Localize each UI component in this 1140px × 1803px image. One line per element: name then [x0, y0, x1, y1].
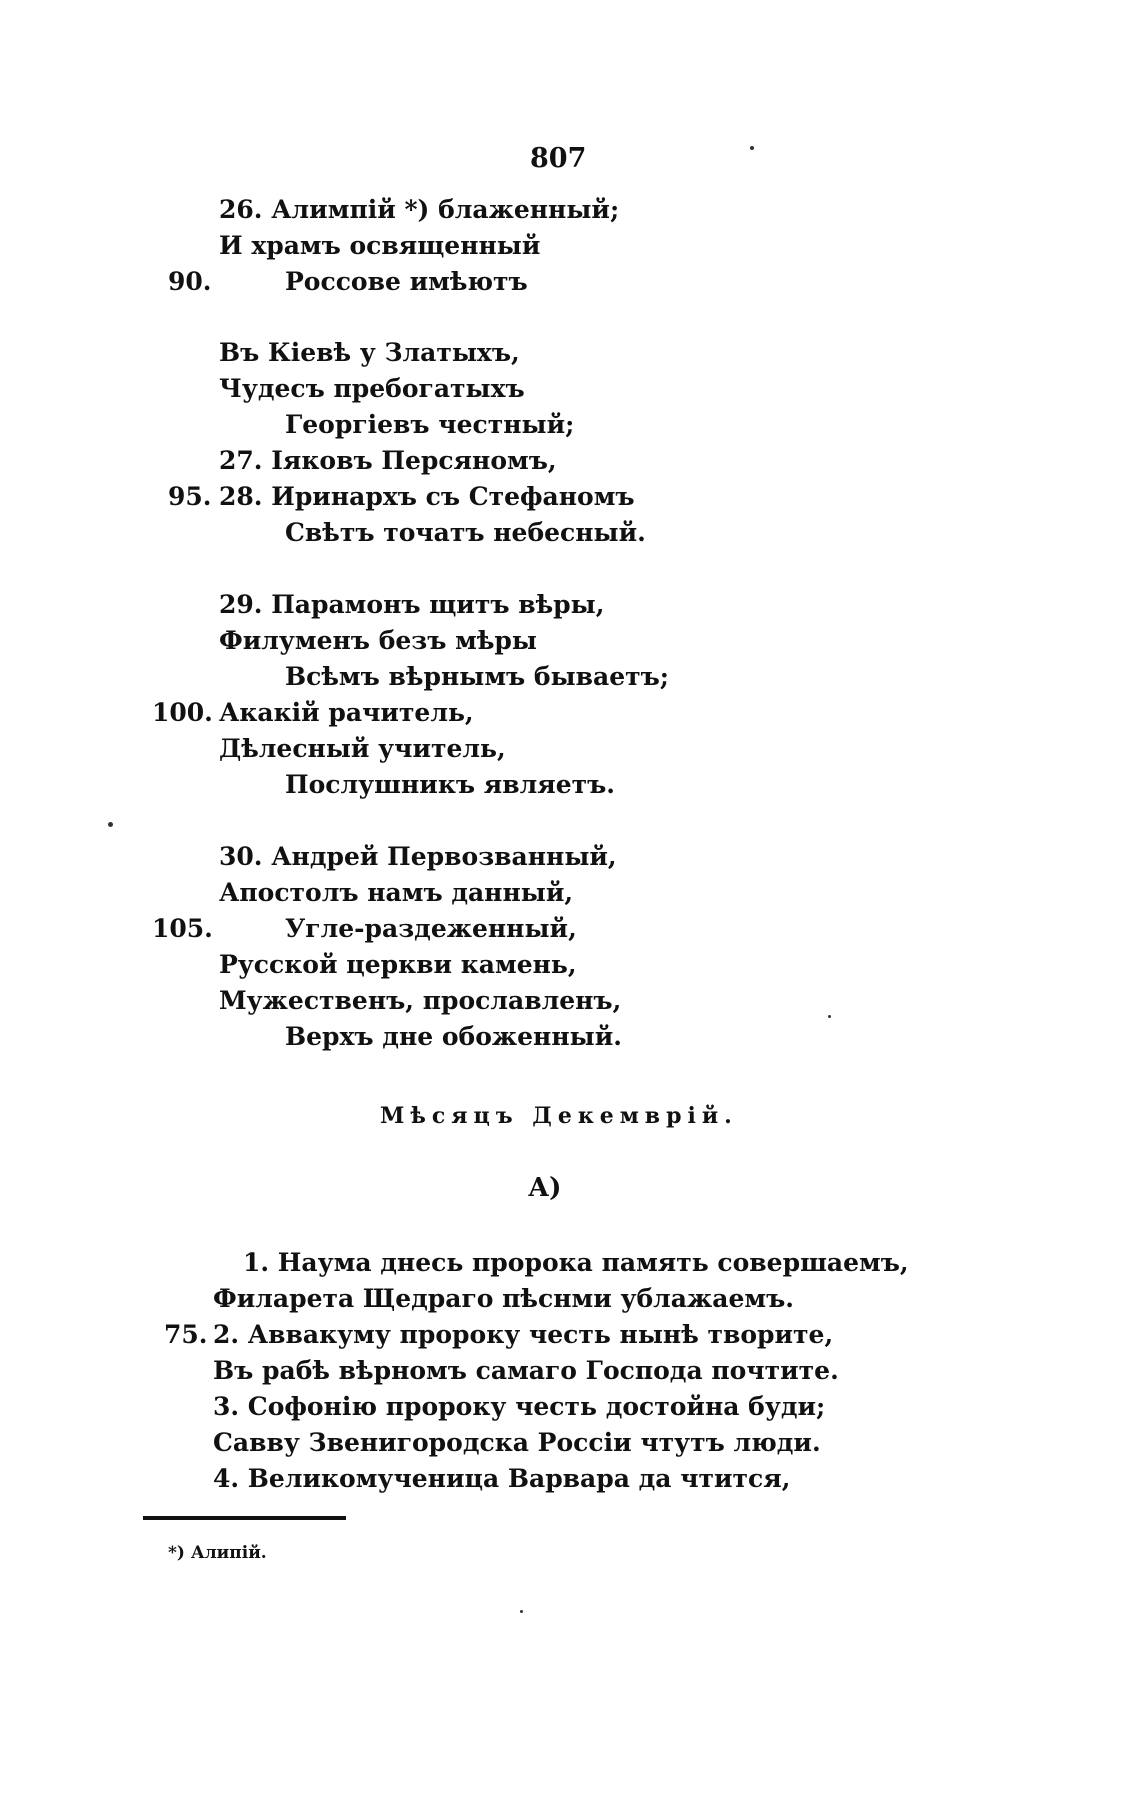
- footnote: *) Алипій.: [168, 1543, 267, 1563]
- scan-speck: [750, 146, 754, 150]
- verse-line: 1. Наума днесь пророка память совершаемъ,: [243, 1248, 909, 1277]
- verse-line: Савву Звенигородска Россіи чтутъ люди.: [213, 1428, 821, 1457]
- line-number: 95.: [168, 482, 212, 511]
- verse-line: 2. Аввакуму пророку честь нынѣ творите,: [213, 1320, 834, 1349]
- line-number: 100.: [152, 698, 213, 727]
- poem-line: Дѣлесный учитель,: [219, 734, 506, 763]
- subheading: А): [528, 1173, 562, 1203]
- scan-speck: [828, 1015, 831, 1018]
- poem-line: 26. Алимпій *) блаженный;: [219, 195, 620, 224]
- poem-line: Акакій рачитель,: [219, 698, 474, 727]
- poem-line: Россове имѣютъ: [285, 267, 528, 296]
- poem-line: И храмъ освященный: [219, 231, 541, 260]
- verse-line: Филарета Щедраго пѣснми ублажаемъ.: [213, 1284, 794, 1313]
- poem-line: 28. Иринархъ съ Стефаномъ: [219, 482, 635, 511]
- poem-line: Филуменъ безъ мѣры: [219, 626, 537, 655]
- poem-line: 29. Парамонъ щитъ вѣры,: [219, 590, 605, 619]
- poem-line: 30. Андрей Первозванный,: [219, 842, 617, 871]
- poem-line: 27. Іяковъ Персяномъ,: [219, 446, 557, 475]
- poem-line: Въ Кіевѣ у Златыхъ,: [219, 338, 520, 367]
- poem-line: Мужественъ, прославленъ,: [219, 986, 622, 1015]
- verse-line: 4. Великомученица Варвара да чтится,: [213, 1464, 791, 1493]
- poem-line: Послушникъ являетъ.: [285, 770, 615, 799]
- scan-speck: [108, 822, 113, 827]
- page-number: 807: [530, 143, 587, 174]
- verse-line: Въ рабѣ вѣрномъ самаго Господа почтите.: [213, 1356, 839, 1385]
- poem-line: Георгіевъ честный;: [285, 410, 575, 439]
- footnote-rule: [143, 1516, 346, 1520]
- poem-line: Свѣтъ точатъ небесный.: [285, 518, 646, 547]
- poem-line: Апостолъ намъ данный,: [219, 878, 574, 907]
- poem-line: Верхъ дне обоженный.: [285, 1022, 622, 1051]
- line-number: 90.: [168, 267, 212, 296]
- scan-speck: [520, 1610, 523, 1613]
- poem-line: Угле-раздеженный,: [285, 914, 577, 943]
- verse-line: 3. Софонію пророку честь достойна буди;: [213, 1392, 826, 1421]
- poem-line: Всѣмъ вѣрнымъ бываетъ;: [285, 662, 670, 691]
- poem-line: Русской церкви камень,: [219, 950, 577, 979]
- line-number: 105.: [152, 914, 213, 943]
- poem-line: Чудесъ пребогатыхъ: [219, 374, 525, 403]
- line-number: 75.: [164, 1320, 208, 1349]
- section-heading: Мѣсяцъ Декемврій.: [380, 1103, 738, 1129]
